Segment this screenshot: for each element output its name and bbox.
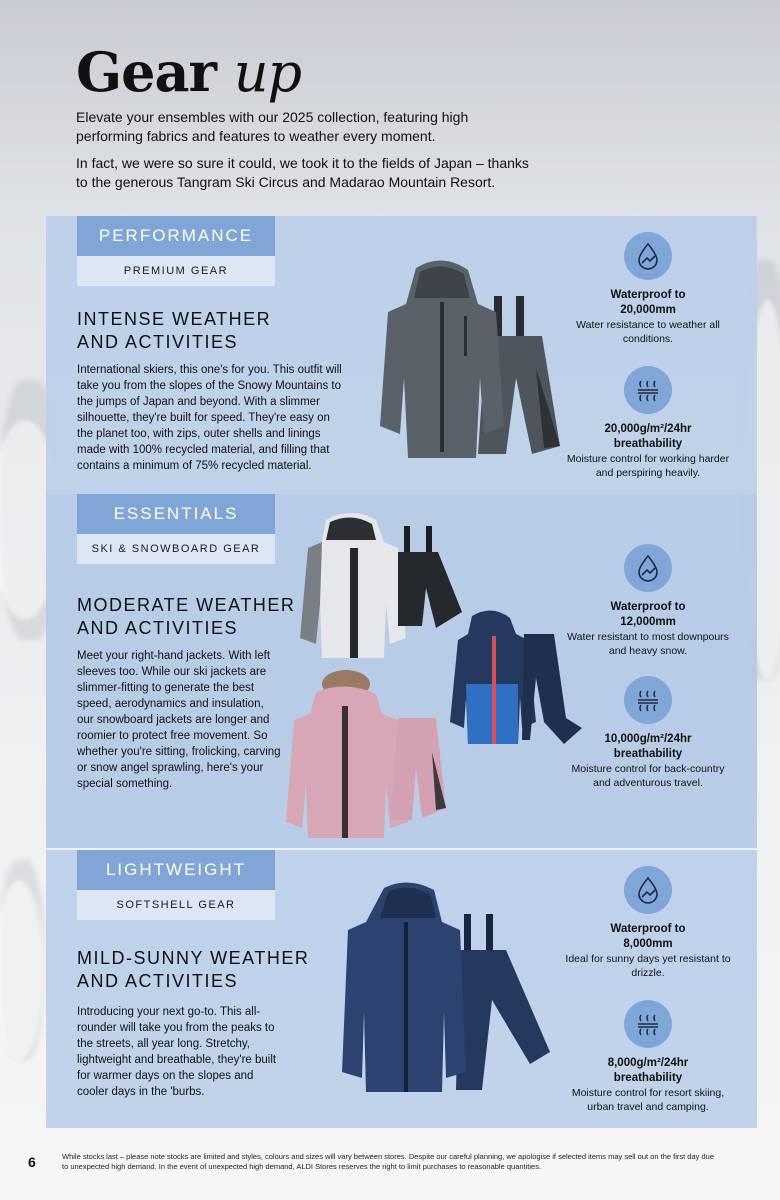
section-heading: MODERATE WEATHER AND ACTIVITIES (77, 595, 296, 638)
breathability-icon (624, 1000, 672, 1048)
product-image-grey-jacket-pants (346, 258, 576, 468)
section-body: Meet your right-hand jackets. With left sleeves too. While our ski jackets are slimmer-fitting to generate the best speed, aerodynamics and insulation, our snowboard jackets are longer and roomier to protect free movement. So whether you're sitting, frolicking, carving or snow angel sprawling, here's your special something. (77, 650, 281, 790)
product-image-ski-snowboard-set (286, 508, 606, 838)
section-lightweight (46, 850, 757, 1128)
waterproof-icon (624, 232, 672, 280)
section-tab (77, 494, 275, 564)
tab-label: LIGHTWEIGHT (77, 850, 275, 890)
feature-breathability: 10,000g/m²/24hr breathability Moisture control for back-country and adventurous travel. (563, 676, 733, 790)
feature-waterproof: Waterproof to 8,000mm Ideal for sunny days yet resistant to drizzle. (563, 866, 733, 980)
feature-breathability: 8,000g/m²/24hr breathability Moisture control for resort skiing, urban travel and camping. (563, 1000, 733, 1114)
grey-jacket (380, 260, 504, 458)
section-essentials (46, 494, 757, 848)
tab-label: PERFORMANCE (77, 216, 275, 256)
page-number: 6 (28, 1154, 36, 1170)
tab-label: ESSENTIALS (77, 494, 275, 534)
disclaimer-note: While stocks last – please note stocks are limited and styles, colours and sizes will vary between stores. Despite our careful planning, we apologise if selected items may sell out on the first day due to unexpected high demand. In the event of unexpected high demand, ALDI Stores reserves the right to limit purchases to reasonable quantities. (62, 1152, 714, 1171)
page-title: Gear up (76, 40, 302, 104)
waterproof-icon (624, 544, 672, 592)
subtab-label: SOFTSHELL GEAR (77, 890, 275, 920)
navy-softshell-jacket (342, 882, 466, 1092)
subtab-label: PREMIUM GEAR (77, 256, 275, 286)
feature-waterproof: Waterproof to 12,000mm Water resistant to most downpours and heavy snow. (563, 544, 733, 658)
section-tab (77, 850, 275, 920)
section-heading: MILD-SUNNY WEATHER AND ACTIVITIES (77, 948, 310, 991)
intro-paragraph-2: In fact, we were so sure it could, we took it to the fields of Japan – thanks to the generous Tangram Ski Circus and Madarao Mountain Resort. (76, 155, 529, 190)
section-body: International skiers, this one's for you. This outfit will take you from the slopes of the Snowy Mountains to the jumps of Japan and beyond. With a slimmer silhouette, they're built for speed. They're easy on the planet too, with zips, outer shells and linings made with 100% recycled material, and filling that contains a minimum of 75% recycled material. (77, 364, 342, 472)
dark-pants-white-set (398, 526, 462, 628)
navy-softshell-pants (456, 914, 550, 1090)
intro-paragraph-1: Elevate your ensembles with our 2025 collection, featuring high performing fabrics and features to weather every moment. (76, 109, 469, 144)
feature-waterproof: Waterproof to 20,000mm Water resistance to weather all conditions. (563, 232, 733, 346)
section-tab (77, 216, 275, 286)
waterproof-icon (624, 866, 672, 914)
intro-text (76, 108, 536, 200)
section-body: Introducing your next go-to. This all-rounder will take you from the peaks to the streets, all year long. Stretchy, lightweight and breathable, they're built for warmer days on the slopes and cooler days in the 'burbs. (77, 1006, 277, 1098)
breathability-icon (624, 366, 672, 414)
pink-jacket (286, 670, 408, 838)
subtab-label: SKI & SNOWBOARD GEAR (77, 534, 275, 564)
pink-pants (390, 718, 446, 820)
feature-breathability: 20,000g/m²/24hr breathability Moisture control for working harder and perspiring heavily. (563, 366, 733, 480)
breathability-icon (624, 676, 672, 724)
product-image-navy-softshell-set (316, 882, 556, 1096)
white-jacket (300, 513, 406, 658)
section-heading: INTENSE WEATHER AND ACTIVITIES (77, 309, 272, 352)
section-performance (46, 216, 757, 494)
